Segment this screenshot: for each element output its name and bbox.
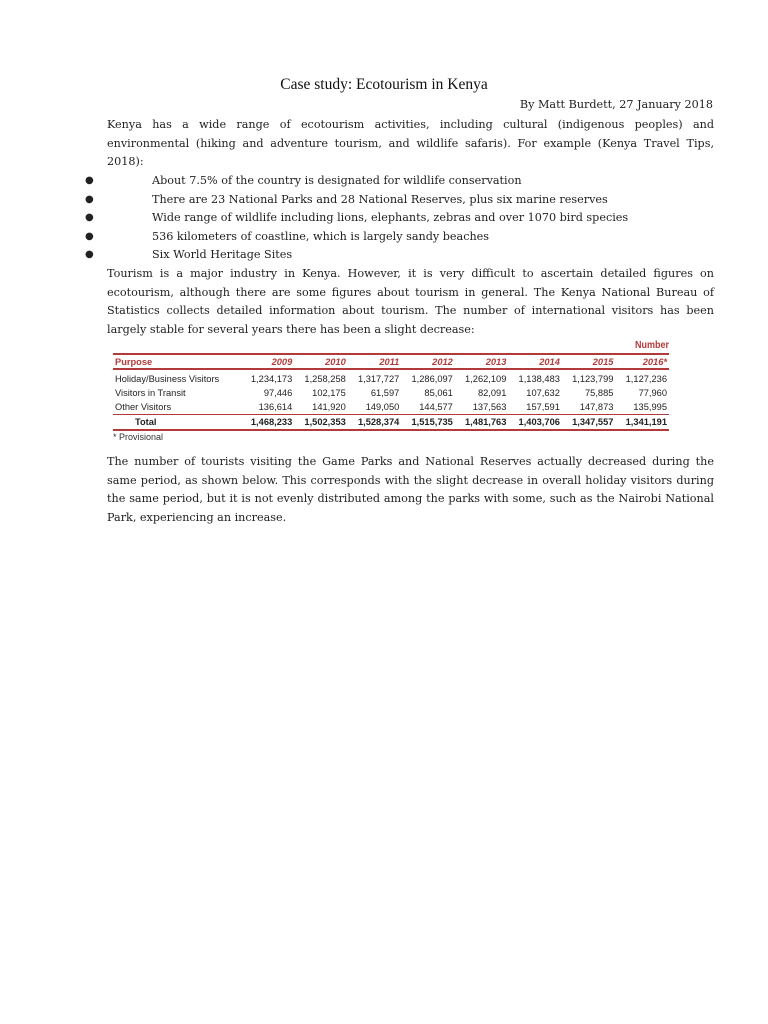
column-header: 2013 <box>455 354 509 369</box>
bullet-icon: ● <box>85 249 94 260</box>
list-item <box>0 191 768 210</box>
bullet-text: Six World Heritage Sites <box>152 248 293 261</box>
intro-paragraph: Kenya has a wide range of ecotourism activities, including cultural (indigenous peoples) and environmental (hiking and adventure tourism, and wildlife safaris). For example (Kenya Travel Tips, 2018): <box>107 118 714 168</box>
bullet-list <box>0 172 768 265</box>
table-cell: Total <box>113 415 241 431</box>
bullet-text: There are 23 National Parks and 28 National Reserves, plus six marine reserves <box>152 192 608 206</box>
column-header: 2009 <box>241 354 295 369</box>
table-cell: 82,091 <box>477 388 507 398</box>
page-title: Case study: Ecotourism in Kenya <box>280 76 488 93</box>
table-cell: 97,446 <box>263 388 293 398</box>
table-cell: Other Visitors <box>113 400 241 415</box>
table-cell: 1,341,191 <box>615 415 669 431</box>
list-item <box>0 228 768 247</box>
column-header: Purpose <box>113 354 241 369</box>
column-header: 2010 <box>294 354 348 369</box>
table-cell: 135,995 <box>615 400 669 415</box>
column-header: 2012 <box>401 354 455 369</box>
list-item <box>0 246 768 265</box>
bullet-icon: ● <box>85 193 94 205</box>
table-cell: 1,317,727 <box>357 374 400 384</box>
table-cell: Visitors in Transit <box>115 388 186 398</box>
table-cell: 1,258,258 <box>304 374 346 384</box>
table-cell: 107,632 <box>526 388 560 398</box>
table-cell: 1,347,557 <box>562 415 616 431</box>
table-row <box>113 400 669 415</box>
table-cell: 1,403,706 <box>508 415 562 431</box>
table-cell: 1,138,483 <box>518 374 560 384</box>
column-header: 2011 <box>348 354 402 369</box>
table-cell: 157,591 <box>508 400 562 415</box>
table-cell: 149,050 <box>348 400 402 415</box>
table-total-row <box>113 415 669 431</box>
table-cell: 85,061 <box>424 388 453 398</box>
table-cell: 144,577 <box>401 400 455 415</box>
table-cell: 1,286,097 <box>411 374 453 384</box>
table-cell: 1,262,109 <box>465 374 507 384</box>
table-unit-label: Number <box>634 340 669 351</box>
parks-paragraph: The number of tourists visiting the Game Parks and National Reserves actually decreased during the same period, as shown below. This corresponds with the slight decrease in overall holiday visitors during the same period, but it is not evenly distributed among the parks with some, such as the Nairobi National Park, experiencing an increase. <box>107 455 714 524</box>
column-header: 2015 <box>562 354 616 369</box>
table-cell: 1,123,799 <box>572 374 614 384</box>
table-cell: 61,597 <box>370 388 400 398</box>
visitors-table <box>113 339 669 442</box>
table-cell: 1,481,763 <box>455 415 509 431</box>
bullet-icon: ● <box>85 230 94 242</box>
table-cell: 136,614 <box>241 400 295 415</box>
table-cell: 77,960 <box>638 388 667 398</box>
bullet-text: 536 kilometers of coastline, which is largely sandy beaches <box>152 229 490 243</box>
table-cell: 75,885 <box>585 388 614 398</box>
table-cell: 141,920 <box>294 400 348 415</box>
table-cell: 1,234,173 <box>250 374 293 384</box>
table-cell: 1,515,735 <box>401 415 455 431</box>
table-cell: 137,563 <box>455 400 509 415</box>
table-header-row <box>113 354 669 369</box>
table-row <box>113 369 669 386</box>
table-cell: 1,468,233 <box>241 415 295 431</box>
table-cell: 1,502,353 <box>294 415 348 431</box>
tourism-paragraph: Tourism is a major industry in Kenya. However, it is very difficult to ascertain detailed figures on ecotourism, although there are some figures about tourism in general. The Kenya National Bureau of Statistics collects detailed information about tourism. The number of international visitors has been largely stable for several years there has been a slight decrease: <box>107 267 714 336</box>
data-table <box>113 353 669 431</box>
bullet-icon: ● <box>85 212 94 223</box>
table-cell: Holiday/Business Visitors <box>115 374 220 384</box>
list-item <box>0 172 768 191</box>
bullet-text: Wide range of wildlife including lions, elephants, zebras and over 1070 bird species <box>152 211 629 224</box>
column-header: 2016* <box>615 354 669 369</box>
table-footnote: * Provisional <box>113 432 164 442</box>
table-row <box>113 386 669 400</box>
column-header: 2014 <box>508 354 562 369</box>
byline: By Matt Burdett, 27 January 2018 <box>519 98 713 111</box>
list-item <box>0 209 768 228</box>
bullet-text: About 7.5% of the country is designated for wildlife conservation <box>152 174 522 187</box>
bullet-icon: ● <box>85 175 94 186</box>
table-cell: 147,873 <box>562 400 616 415</box>
table-cell: 1,127,236 <box>625 374 667 384</box>
table-cell: 1,528,374 <box>348 415 402 431</box>
table-cell: 102,175 <box>312 388 346 398</box>
